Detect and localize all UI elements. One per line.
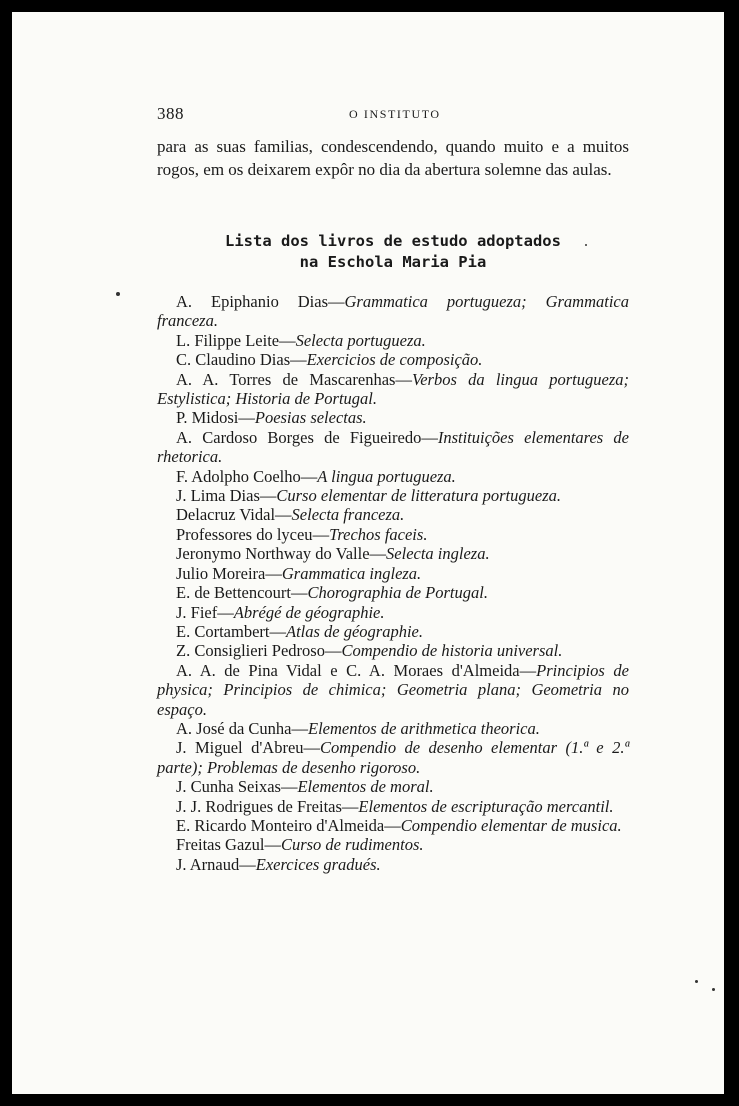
book-title: Grammatica portugueza; Grammatica franceza. [157, 292, 629, 331]
book-entry [157, 622, 629, 641]
book-title: Chorographia de Portugal. [307, 583, 488, 603]
book-author: C. Claudino Dias [176, 350, 291, 370]
em-dash-separator: — [280, 777, 298, 797]
book-author: P. Midosi [176, 408, 239, 428]
book-author: A. A. Torres de Mascarenhas [176, 369, 396, 389]
em-dash-separator: — [312, 524, 330, 544]
book-entry [157, 641, 629, 660]
intro-paragraph: para as suas familias, condescendendo, quando muito e a muitos rogos, em os deixarem expôr no dia da abertura solemne das aulas. [157, 137, 629, 179]
book-author: A. Epiphanio Dias [176, 292, 329, 311]
book-author: J. Miguel d'Abreu [176, 738, 304, 758]
em-dash-separator: — [238, 408, 255, 428]
book-author: Jeronymo Northway do Valle [176, 544, 370, 564]
em-dash-separator: — [265, 563, 282, 583]
book-title: Poesias selectas. [254, 408, 367, 428]
list-title-line-2: na Eschola Maria Pia [299, 253, 487, 271]
book-title: Principios de physica; Principios de chimica; Geometria plana; Geometria no espaço. [157, 660, 629, 719]
book-entry [157, 544, 629, 563]
book-entry [157, 292, 629, 331]
book-entry [157, 777, 629, 796]
em-dash-separator: — [259, 486, 277, 506]
book-entry [157, 467, 629, 486]
book-entry [157, 331, 629, 350]
book-entry [157, 505, 629, 524]
book-entry [157, 661, 629, 719]
em-dash-separator: — [290, 350, 307, 370]
print-speck [585, 244, 587, 246]
book-author: A. José da Cunha [176, 718, 292, 738]
em-dash-separator: — [279, 330, 296, 350]
em-dash-separator: — [519, 660, 537, 680]
book-title: Elementos de escripturação mercantil. [358, 796, 614, 816]
book-title: Selecta franceza. [291, 505, 405, 525]
list-title-line-1: Lista dos livros de estudo adoptados [225, 232, 561, 250]
book-author: E. de Bettencourt [176, 583, 292, 603]
book-author: Z. Consiglieri Pedroso [176, 641, 325, 661]
book-entry [157, 583, 629, 602]
book-author: L. Filippe Leite [176, 330, 280, 350]
book-title: Compendio de historia universal. [341, 641, 563, 661]
book-entry [157, 564, 629, 583]
book-entry [157, 525, 629, 544]
book-entry [157, 719, 629, 738]
book-author: F. Adolpho Coelho [176, 466, 301, 486]
book-title: Elementos de arithmetica theorica. [307, 718, 540, 738]
book-entry [157, 603, 629, 622]
book-title: Exercicios de composição. [306, 350, 483, 370]
book-entry [157, 855, 629, 874]
book-entry [157, 428, 629, 467]
book-author: J. Lima Dias [176, 486, 260, 506]
book-author: Professores do lyceu [176, 524, 313, 544]
book-author: Delacruz Vidal [176, 505, 276, 525]
book-title: Curso elementar de litteratura portugueza. [276, 486, 561, 506]
book-author: Julio Moreira [176, 563, 266, 583]
book-entry [157, 835, 629, 854]
em-dash-separator: — [303, 738, 321, 758]
em-dash-separator: — [264, 835, 281, 855]
book-entry [157, 797, 629, 816]
book-entry [157, 408, 629, 427]
book-title: Atlas de géographie. [285, 621, 424, 641]
print-speck [712, 988, 715, 991]
em-dash-separator: — [369, 544, 387, 564]
list-title [157, 231, 629, 273]
book-author: A. A. de Pina Vidal e C. A. Moraes d'Almeida [176, 660, 520, 680]
em-dash-separator: — [421, 427, 438, 447]
book-author: J. J. Rodrigues de Freitas [176, 796, 342, 816]
book-entry [157, 350, 629, 369]
book-entry [157, 486, 629, 505]
em-dash-separator: — [275, 505, 292, 525]
em-dash-separator: — [384, 815, 401, 835]
book-entry [157, 370, 629, 409]
print-speck [695, 980, 698, 983]
book-entry [157, 816, 629, 835]
em-dash-separator: — [269, 621, 286, 641]
em-dash-separator: — [291, 583, 308, 603]
book-title: Selecta portugueza. [295, 330, 426, 350]
em-dash-separator: — [239, 854, 256, 874]
em-dash-separator: — [324, 641, 342, 661]
running-head: O INSTITUTO [349, 107, 441, 121]
book-title: Curso de rudimentos. [280, 835, 424, 855]
em-dash-separator: — [341, 796, 359, 816]
book-title: Elementos de moral. [297, 777, 434, 797]
book-author: J. Cunha Seixas [176, 777, 281, 797]
em-dash-separator: — [217, 602, 234, 622]
book-list [157, 292, 629, 874]
em-dash-separator: — [291, 718, 308, 738]
book-author: J. Fief [176, 602, 218, 622]
book-author: E. Cortambert [176, 621, 270, 641]
book-author: E. Ricardo Monteiro d'Almeida [176, 815, 385, 835]
book-title: Instituições elementares de rhetorica. [157, 427, 629, 467]
book-title: Grammatica ingleza. [281, 563, 422, 583]
book-title: A lingua portugueza. [317, 466, 456, 486]
em-dash-separator: — [328, 292, 345, 311]
book-title: Trechos faceis. [329, 524, 428, 544]
page-number: 388 [157, 104, 184, 123]
book-entry [157, 738, 629, 777]
em-dash-separator: — [395, 369, 412, 389]
book-title: Compendio elementar de musica. [400, 815, 622, 835]
book-title: Exercices gradués. [255, 854, 381, 874]
print-speck [116, 292, 120, 296]
page-header [157, 104, 617, 128]
book-title: Verbos da lingua portugueza; Estylistica; Historia de Portugal. [157, 369, 629, 409]
book-author: A. Cardoso Borges de Figueiredo [176, 427, 422, 447]
book-page [12, 12, 724, 1094]
book-title: Selecta ingleza. [386, 544, 490, 564]
book-author: J. Arnaud [176, 854, 240, 874]
book-title: Abrégé de géographie. [233, 602, 385, 622]
book-author: Freitas Gazul [176, 835, 265, 855]
book-title: Compendio de desenho elementar (1.ª e 2.ª parte); Problemas de desenho rigoroso. [157, 738, 629, 777]
em-dash-separator: — [300, 466, 318, 486]
